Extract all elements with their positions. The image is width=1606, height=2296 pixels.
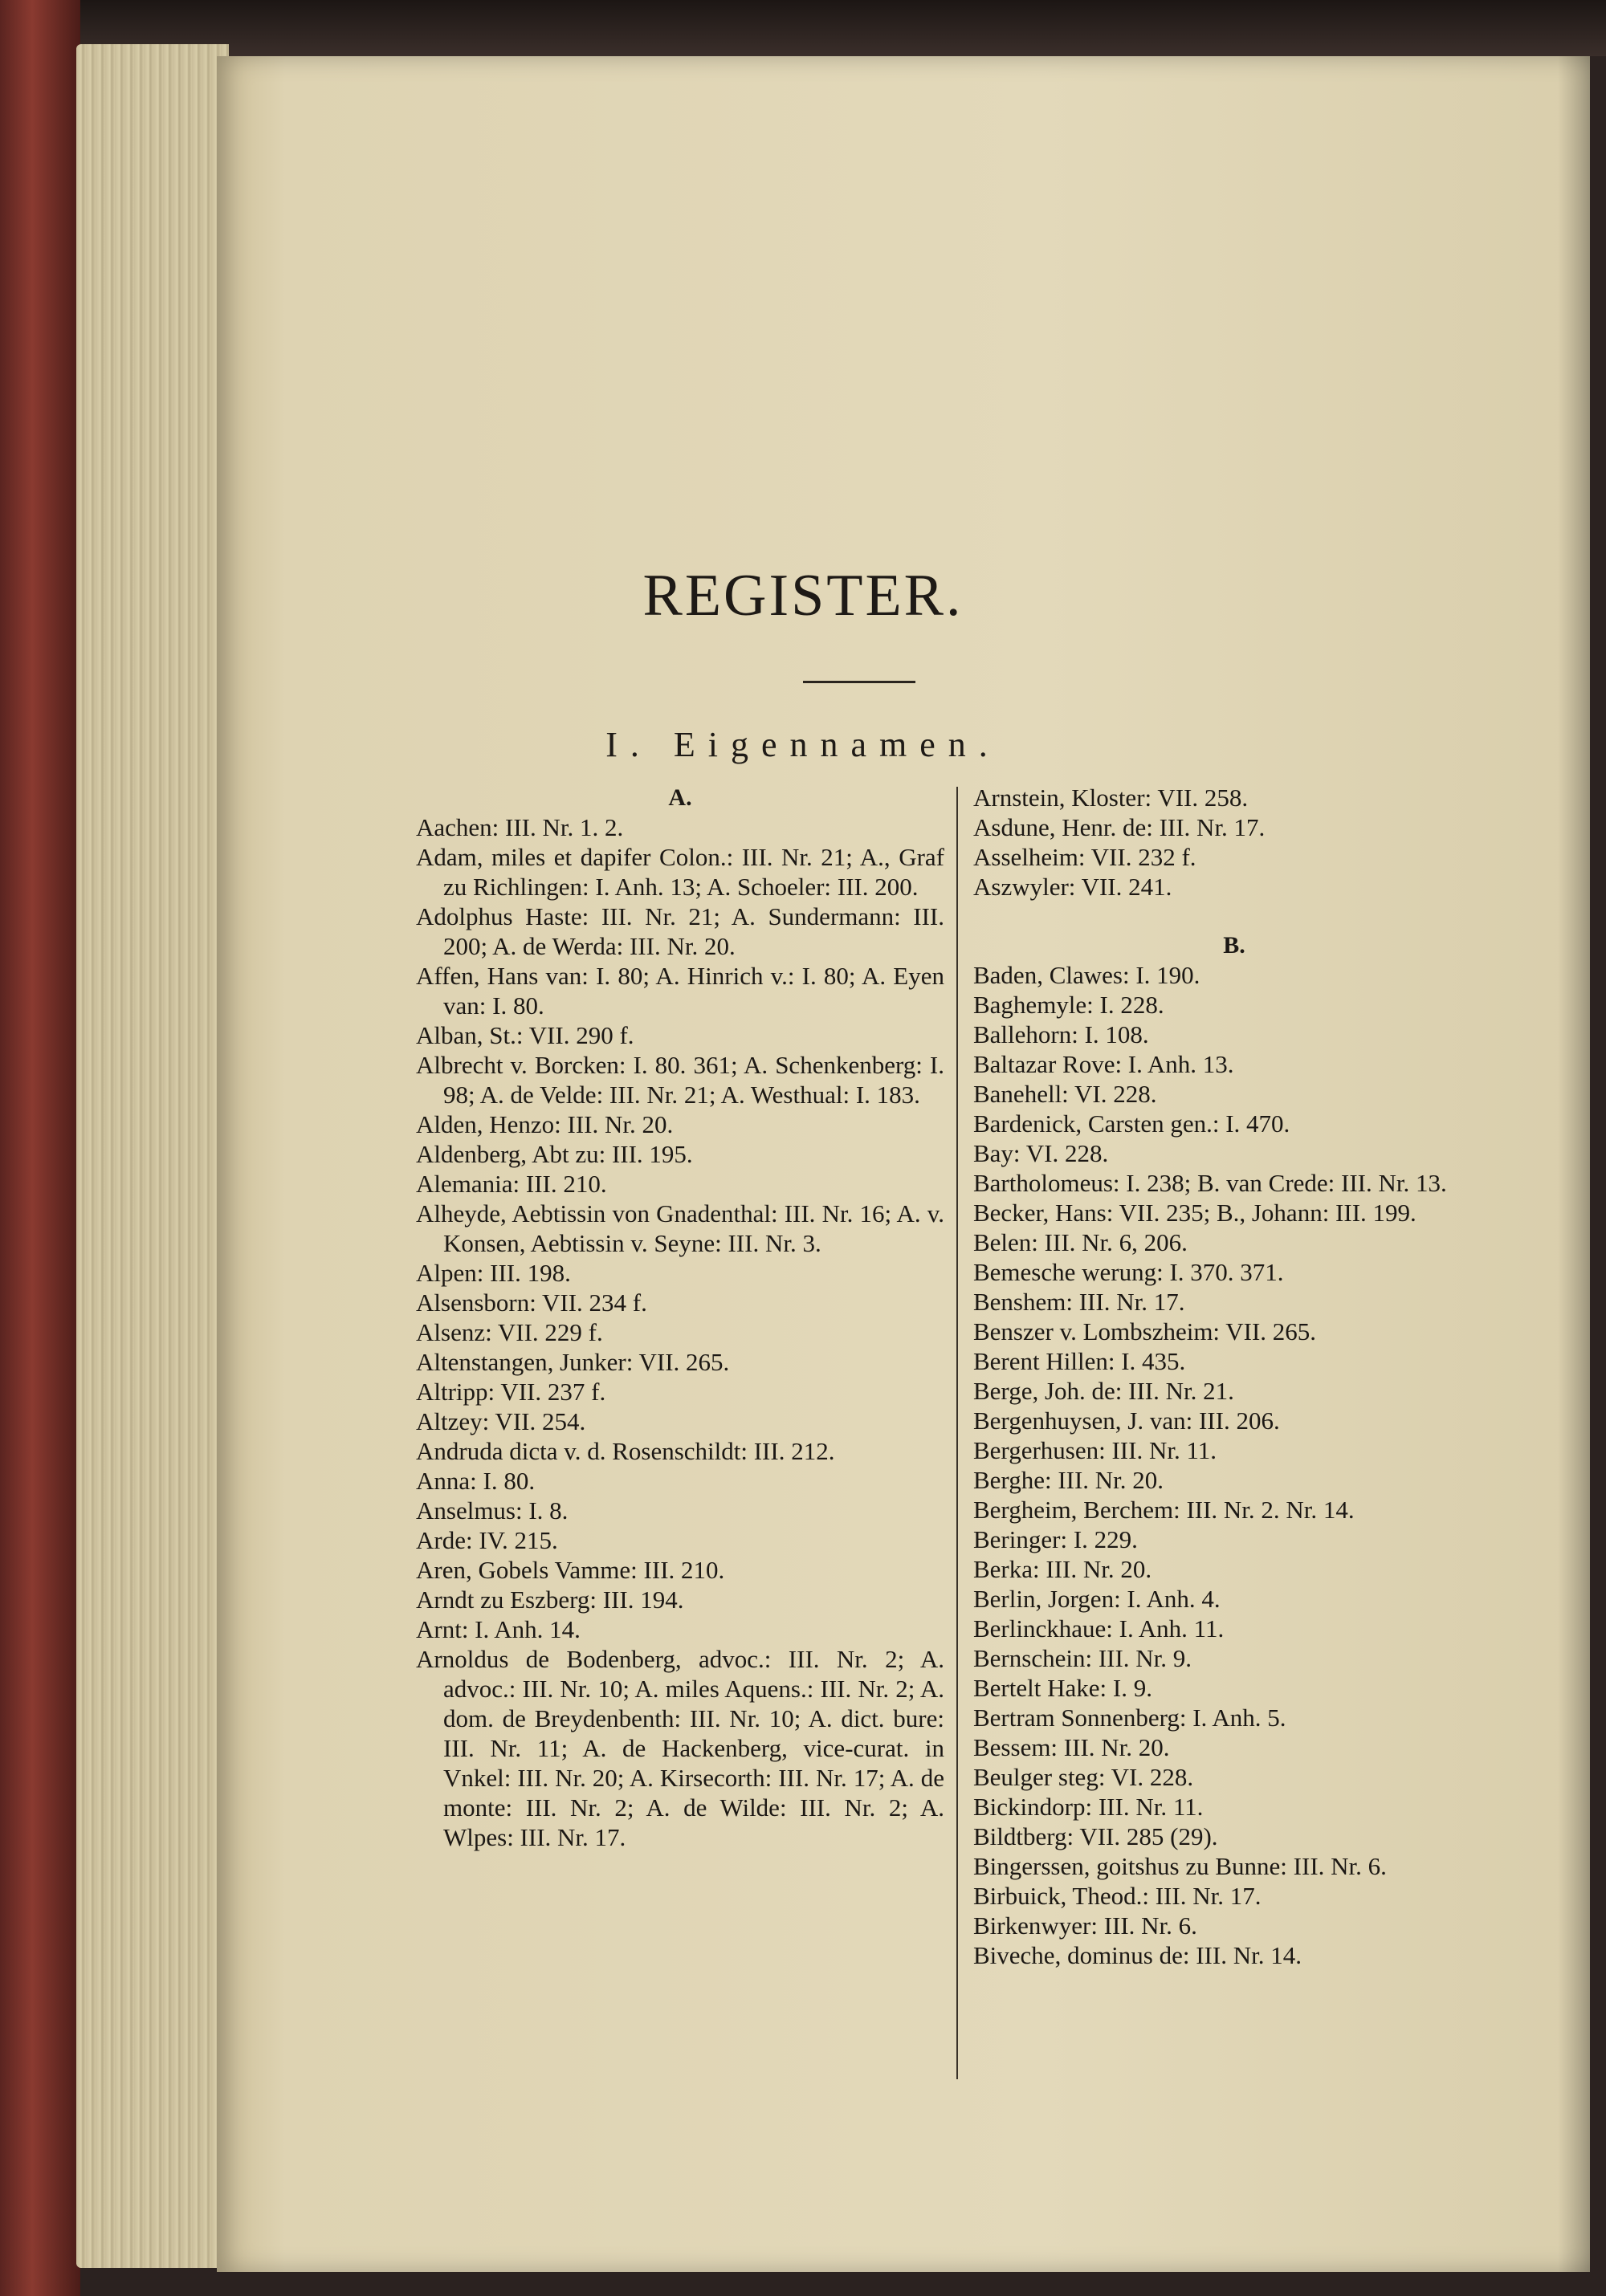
index-entry: Berghe: III. Nr. 20.	[973, 1466, 1164, 1494]
index-entry: Asdune, Henr. de: III. Nr. 17.	[973, 813, 1266, 841]
index-entry: Arnt: I. Anh. 14.	[416, 1615, 581, 1643]
index-entry: Adam, miles et dapifer Colon.: III. Nr. 21; A., Graf zu Richlingen: I. Anh. 13; A. Schoeler: III. 200.	[416, 843, 944, 901]
left-column	[416, 783, 944, 1852]
index-entry: Aszwyler: VII. 241.	[973, 873, 1172, 901]
index-entry: Baghemyle: I. 228.	[973, 991, 1164, 1019]
index-entry: Becker, Hans: VII. 235; B., Johann: III. 199.	[973, 1199, 1416, 1227]
letter-heading-a: A.	[668, 784, 692, 811]
index-entry: Ballehorn: I. 108.	[973, 1020, 1149, 1048]
index-entry: Bemesche werung: I. 370. 371.	[973, 1258, 1284, 1286]
index-entry: Arnoldus de Bodenberg, advoc.: III. Nr. 2; A. advoc.: III. Nr. 10; A. miles Aquens.: III. Nr. 2; A. dom. de Breydenbenth: III. Nr. 10; A. dict. bure: III. Nr. 11; A. de Hackenberg, vice-curat. in Vnkel: III. Nr. 20; A. Kirsecorth: III. Nr. 17; A. de monte: III. Nr. 2; A. de Wilde: III. Nr. 2; A. Wlpes: III. Nr. 17.	[416, 1645, 944, 1851]
index-entry: Bertram Sonnenberg: I. Anh. 5.	[973, 1704, 1286, 1732]
index-entry: Berlin, Jorgen: I. Anh. 4.	[973, 1585, 1221, 1613]
book-cover-top	[0, 0, 1606, 56]
index-entry: Bildtberg: VII. 285 (29).	[973, 1822, 1218, 1850]
index-entry: Bartholomeus: I. 238; B. van Crede: III. Nr. 13.	[973, 1169, 1447, 1197]
index-entry: Alpen: III. 198.	[416, 1259, 571, 1287]
index-entry: Baltazar Rove: I. Anh. 13.	[973, 1050, 1234, 1078]
index-entry: Alsensborn: VII. 234 f.	[416, 1288, 647, 1317]
index-entry: Bay: VI. 228.	[973, 1139, 1109, 1167]
index-entry: Berge, Joh. de: III. Nr. 21.	[973, 1377, 1234, 1405]
index-entry: Birbuick, Theod.: III. Nr. 17.	[973, 1882, 1262, 1910]
index-entry: Birkenwyer: III. Nr. 6.	[973, 1911, 1197, 1940]
spacer	[973, 902, 1495, 930]
index-entry: Arndt zu Eszberg: III. 194.	[416, 1586, 684, 1614]
index-entry: Alheyde, Aebtissin von Gnadenthal: III. Nr. 16; A. v. Konsen, Aebtissin v. Seyne: III. Nr. 3.	[416, 1199, 944, 1257]
index-entry: Belen: III. Nr. 6, 206.	[973, 1228, 1188, 1256]
index-entry: Bickindorp: III. Nr. 11.	[973, 1793, 1204, 1821]
index-entry: Altzey: VII. 254.	[416, 1407, 586, 1435]
index-entry: Benshem: III. Nr. 17.	[973, 1288, 1185, 1316]
page-title: REGISTER.	[642, 563, 964, 629]
page-edges	[76, 44, 229, 2268]
index-entry: Aachen: III. Nr. 1. 2.	[416, 813, 624, 841]
index-entry: Adolphus Haste: III. Nr. 21; A. Sundermann: III. 200; A. de Werda: III. Nr. 20.	[416, 902, 944, 960]
index-entry: Baden, Clawes: I. 190.	[973, 961, 1200, 989]
letter-heading-b: B.	[1223, 932, 1245, 959]
index-entry: Bergerhusen: III. Nr. 11.	[973, 1436, 1217, 1464]
index-entry: Bertelt Hake: I. 9.	[973, 1674, 1152, 1702]
index-entry: Alban, St.: VII. 290 f.	[416, 1021, 634, 1049]
index-entry: Arnstein, Kloster: VII. 258.	[973, 784, 1249, 812]
index-entry: Alsenz: VII. 229 f.	[416, 1318, 603, 1346]
right-column	[973, 783, 1495, 1970]
index-entry: Bergheim, Berchem: III. Nr. 2. Nr. 14.	[973, 1496, 1355, 1524]
index-entry: Bergenhuysen, J. van: III. 206.	[973, 1407, 1280, 1435]
index-entry: Alden, Henzo: III. Nr. 20.	[416, 1110, 674, 1138]
title-rule	[803, 681, 915, 683]
spine-shadow	[1558, 56, 1590, 2272]
index-entry: Aren, Gobels Vamme: III. 210.	[416, 1556, 725, 1584]
index-entry: Arde: IV. 215.	[416, 1526, 558, 1554]
index-entry: Bingerssen, goitshus zu Bunne: III. Nr. 6.	[973, 1852, 1387, 1880]
section-subtitle: I. Eigennamen.	[605, 725, 1001, 764]
index-entry: Andruda dicta v. d. Rosenschildt: III. 212.	[416, 1437, 835, 1465]
index-entry: Berlinckhaue: I. Anh. 11.	[973, 1614, 1225, 1643]
index-entry: Berent Hillen: I. 435.	[973, 1347, 1186, 1375]
index-entry: Biveche, dominus de: III. Nr. 14.	[973, 1941, 1302, 1969]
index-entry: Anselmus: I. 8.	[416, 1496, 569, 1525]
index-entry: Alemania: III. 210.	[416, 1170, 607, 1198]
index-entry: Bernschein: III. Nr. 9.	[973, 1644, 1192, 1672]
column-divider	[956, 787, 958, 2079]
index-entry: Aldenberg, Abt zu: III. 195.	[416, 1140, 693, 1168]
index-entry: Albrecht v. Borcken: I. 80. 361; A. Schenkenberg: I. 98; A. de Velde: III. Nr. 21; A. Westhual: I. 183.	[416, 1051, 944, 1109]
index-entry: Berka: III. Nr. 20.	[973, 1555, 1152, 1583]
book-cover-left	[0, 0, 80, 2296]
index-entry: Bardenick, Carsten gen.: I. 470.	[973, 1109, 1290, 1138]
index-entry: Anna: I. 80.	[416, 1467, 536, 1495]
index-entry: Benszer v. Lombszheim: VII. 265.	[973, 1317, 1317, 1345]
index-entry: Altenstangen, Junker: VII. 265.	[416, 1348, 730, 1376]
index-entry: Beulger steg: VI. 228.	[973, 1763, 1194, 1791]
index-entry: Bessem: III. Nr. 20.	[973, 1733, 1170, 1761]
index-entry: Affen, Hans van: I. 80; A. Hinrich v.: I. 80; A. Eyen van: I. 80.	[416, 962, 944, 1020]
index-entry: Asselheim: VII. 232 f.	[973, 843, 1196, 871]
index-entry: Beringer: I. 229.	[973, 1525, 1138, 1553]
index-entry: Altripp: VII. 237 f.	[416, 1378, 606, 1406]
index-entry: Banehell: VI. 228.	[973, 1080, 1157, 1108]
